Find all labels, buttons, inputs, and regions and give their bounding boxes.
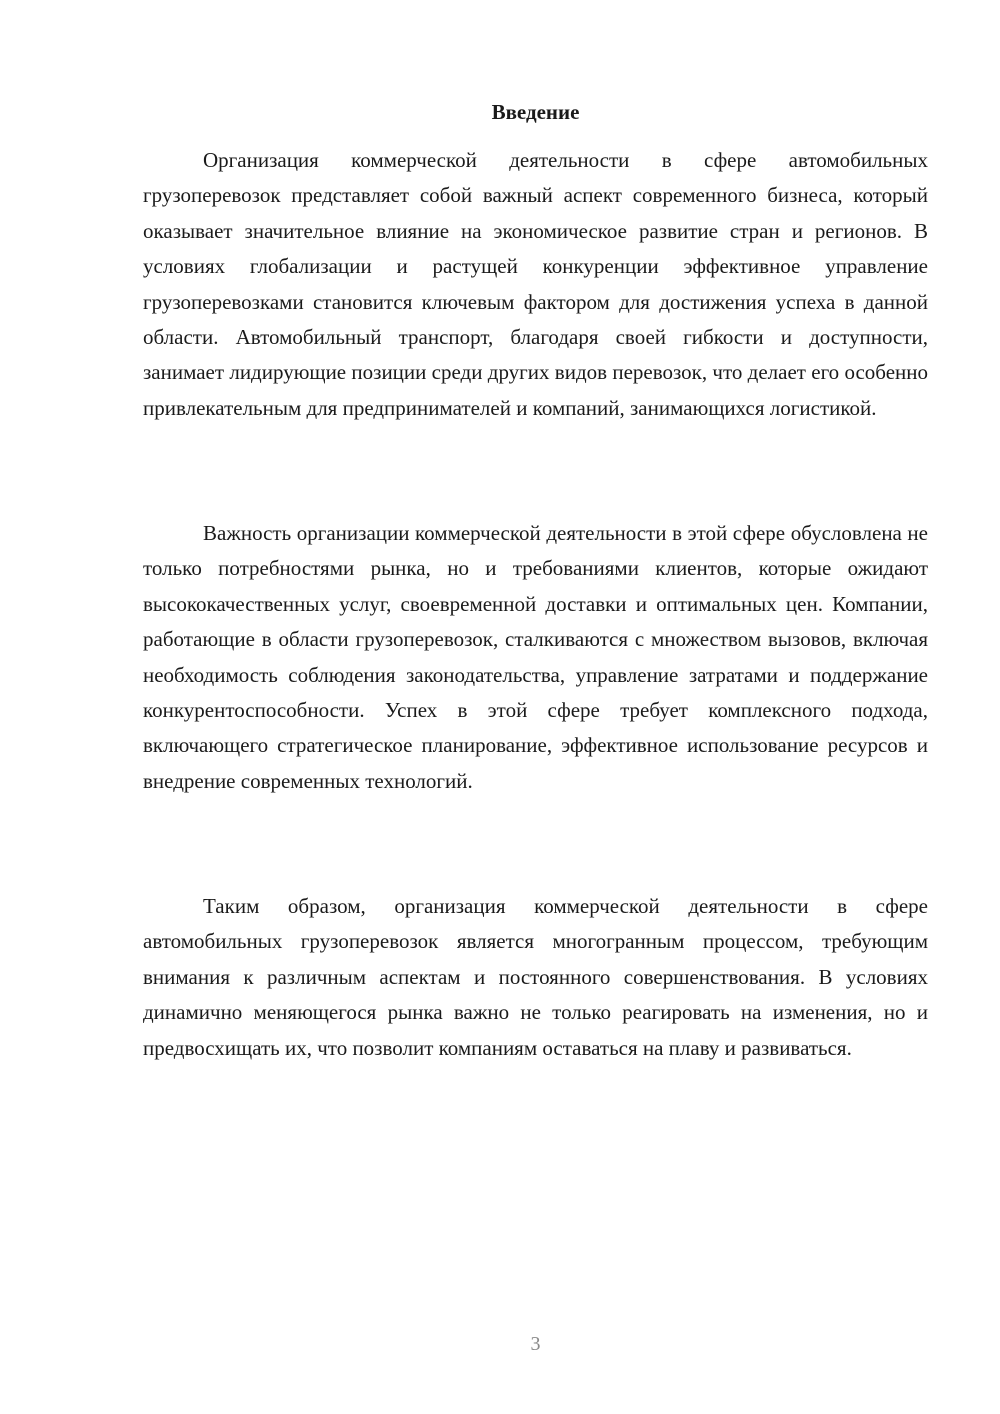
section-heading: Введение: [491, 100, 580, 124]
intro-paragraph-1: Организация коммерческой деятельности в сфере автомобильных грузоперевозок представляет собой важный аспект современного бизнеса, который оказывает значительное влияние на экономическое развитие стран и регионов. В условиях глобализации и растущей конкуренции эффективное управление грузоперевозками становится ключевым фактором для достижения успеха в данной области. Автомобильный транспорт, благодаря своей гибкости и доступности, занимает лидирующие позиции среди других видов перевозок, что делает его особенно привлекательным для предпринимателей и компаний, занимающихся логистикой.: [143, 148, 928, 420]
intro-paragraph-3: Таким образом, организация коммерческой деятельности в сфере автомобильных грузоперевозок является многогранным процессом, требующим внимания к различным аспектам и постоянного совершенствования. В условиях динамично меняющегося рынка важно не только реагировать на изменения, но и предвосхищать их, что позволит компаниям оставаться на плаву и развиваться.: [143, 894, 928, 1060]
page-number: 3: [530, 1333, 541, 1355]
intro-paragraph-2: Важность организации коммерческой деятельности в этой сфере обусловлена не только потребностями рынка, но и требованиями клиентов, которые ожидают высококачественных услуг, своевременной доставки и оптимальных цен. Компании, работающие в области грузоперевозок, сталкиваются с множеством вызовов, включая необходимость соблюдения законодательства, управление затратами и поддержание конкурентоспособности. Успех в этой сфере требует комплексного подхода, включающего стратегическое планирование, эффективное использование ресурсов и внедрение современных технологий.: [143, 521, 928, 793]
